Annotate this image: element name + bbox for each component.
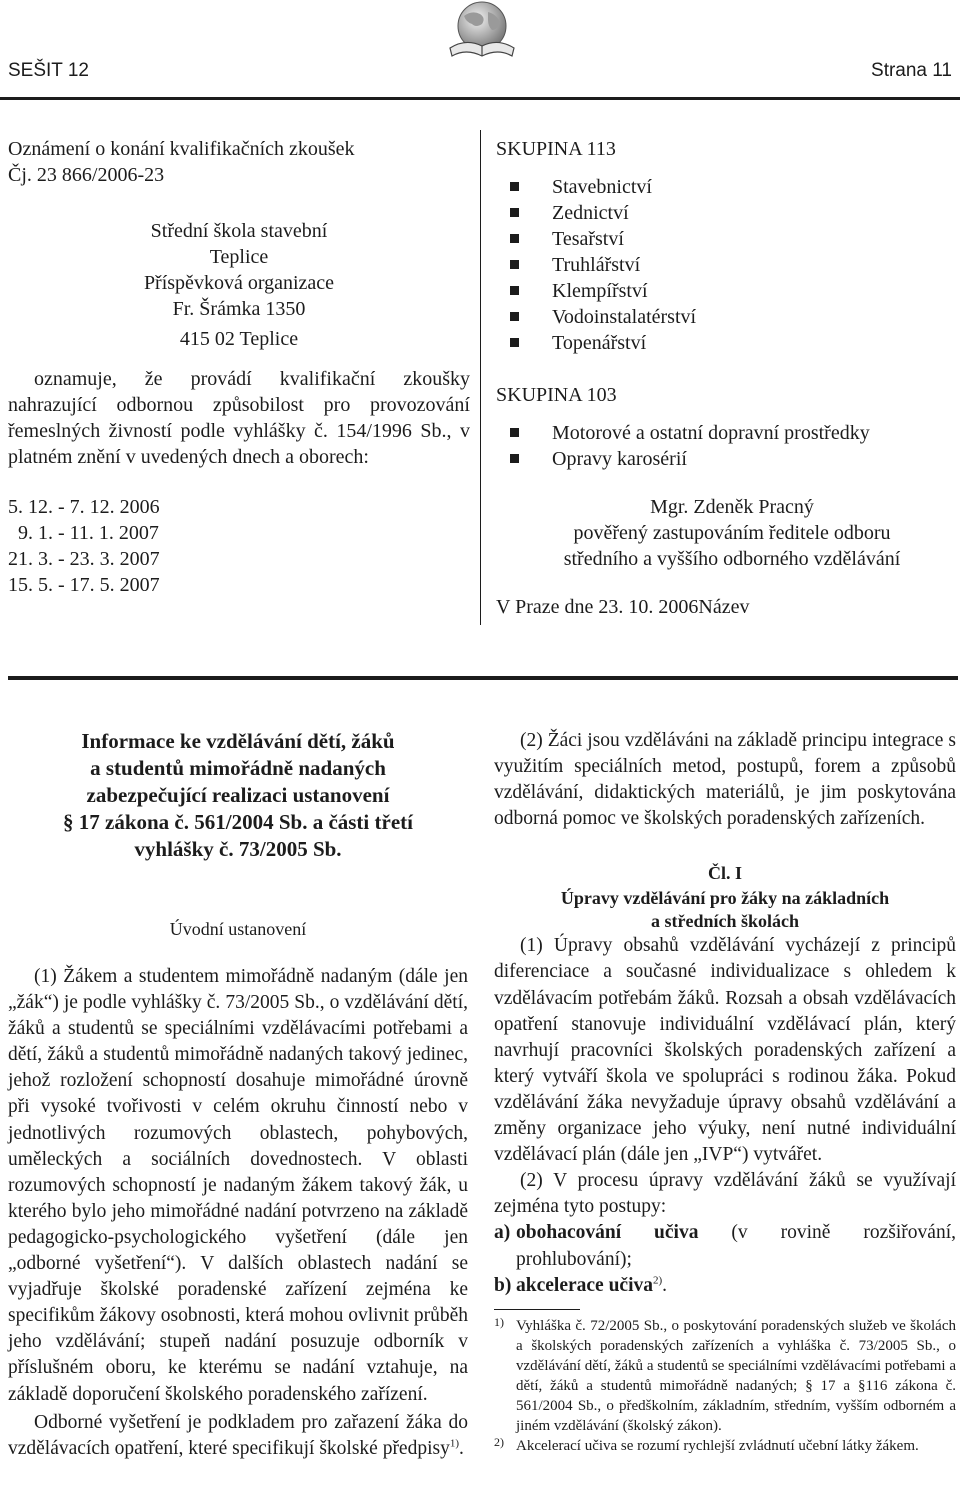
date-item: 21. 3. - 23. 3. 2007: [8, 548, 160, 570]
list-item: [496, 278, 958, 304]
list-item: [496, 420, 958, 446]
article-title-line: zabezpečující realizaci ustanovení: [86, 783, 390, 807]
list-item: [496, 200, 958, 226]
list-item-text: (v rovině rozšiřování, prohlubování);: [516, 1222, 956, 1270]
list-item: [496, 252, 958, 278]
square-bullet-icon: [510, 208, 519, 217]
list-item: [496, 446, 958, 472]
list-item-text: .: [662, 1274, 668, 1296]
article-title: [8, 728, 468, 863]
list-item-label: Opravy karosérií: [552, 448, 687, 470]
square-bullet-icon: [510, 286, 519, 295]
notice-right-column: [496, 136, 958, 620]
article-title-line: vyhlášky č. 73/2005 Sb.: [134, 837, 342, 861]
list-item: [496, 330, 958, 356]
signatory-role: pověřený zastupováním ředitele odboru: [573, 522, 891, 544]
school-type: Příspěvková organizace: [143, 272, 335, 294]
school-street: Fr. Šrámka 1350: [172, 298, 306, 320]
school-postcode: 415 02 Teplice: [179, 328, 299, 350]
section-rule: [8, 676, 958, 680]
footnote-mark: 2): [494, 1434, 504, 1449]
page-number: Strana 11: [871, 60, 952, 81]
paragraph: [8, 964, 468, 1462]
footnote: [494, 1436, 956, 1456]
footnote-ref: 2): [653, 1274, 663, 1287]
article-right-column: [494, 728, 956, 1456]
header-rule: [0, 97, 960, 100]
paragraph-3: (2) Žáci jsou vzděláváni na základě principu integrace s využitím speciálních metod, postupů, forem a způsobů vzdělávání, didaktických materiálů, je jim poskytována odborná pomoc ve školských poradenských zařízeních.: [494, 730, 956, 830]
signatory-name: Mgr. Zdeněk Pracný: [650, 496, 814, 518]
issue-label: SEŠIT 12: [8, 60, 89, 81]
list-item: [496, 304, 958, 330]
footnote-text: Akcelerací učiva se rozumí rychlejší zvládnutí učební látky žákem.: [516, 1437, 919, 1454]
group-103-list: [496, 420, 958, 472]
notice-left-column: [8, 136, 470, 598]
group-title: SKUPINA 113: [496, 138, 616, 160]
list-item-term: obohacování učiva: [516, 1222, 699, 1244]
date-item: 9. 1. - 11. 1. 2007: [18, 522, 159, 544]
paragraph: [494, 933, 956, 1298]
section-heading: Úvodní ustanovení: [169, 919, 307, 939]
square-bullet-icon: [510, 428, 519, 437]
paragraph-2-text: Odborné vyšetření je podkladem pro zařazení žáka do vzdělávacích opatření, které specifikují školské předpisy: [8, 1411, 468, 1459]
signature-block: [496, 494, 958, 572]
signatory-department: středního a vyššího odborného vzdělávání: [563, 548, 901, 570]
list-item-b: [494, 1273, 956, 1299]
school-name: Střední škola stavební: [150, 220, 328, 242]
list-item-label: Tesařství: [552, 228, 624, 250]
list-item-label: Vodoinstalatérství: [552, 306, 697, 328]
paragraph-1: (1) Žákem a studentem mimořádně nadaným (dále jen „žák“) je podle vyhlášky č. 73/2005 Sb., o vzdělávání dětí, žáků a studentů se speciálními vzdělávacími potřebami a dětí, žáků a studentů mimořádně nadaných takový jedinec, jehož rozložení schopností dosahuje mimořádné úrovně při vysoké tvořivosti v celém okruhu činností nebo v jednotlivých rozumových oblastech, pohybových, uměleckých a sociálních dovednostech. V oblasti rozumových schopností je nadaným žákem takový žák, u kterého bylo jeho mimořádné nadání potvrzeno na základě pedagogicko-psychologického vyšetření (dále jen „odborné vyšetření“). V dalších oblastech nadání se vyjadřuje školské poradenské zařízení zejména ke specifikům žákovy osobnosti, která mohou ovlivnit průběh jeho vzdělávání; stupeň nadání posuzuje odborník v příslušném oboru, ke kterému se nadání vztahuje, na základě doporučení školského poradenského zařízení.: [8, 966, 468, 1405]
square-bullet-icon: [510, 454, 519, 463]
footnote-rule: [494, 1309, 580, 1310]
list-item: [496, 174, 958, 200]
square-bullet-icon: [510, 182, 519, 191]
square-bullet-icon: [510, 338, 519, 347]
article-section-title-line: a středních školách: [650, 911, 800, 932]
column-divider: [480, 130, 481, 625]
paragraph-4: (1) Úpravy obsahů vzdělávání vycházejí z principů diferenciace a současné individualizace s ohledem k vzdělávacím potřebám žáků. Rozsah a obsah vzdělávacích opatření stanovuje individuální vzdělávací plán, který navrhují pracovníci školských poradenských zařízení a který vytváří škola ve spolupráci s rodinou žáka. Pokud vzdělávání žáka nevyžaduje úpravy obsahů vzdělávání a změny organizace jeho výuky, není nutné individuální vzdělávací plán (dále jen „IVP“) vytvářet.: [494, 935, 956, 1166]
globe-book-logo: [442, 0, 520, 62]
date-list: [8, 494, 470, 598]
group-title: SKUPINA 103: [496, 384, 617, 406]
list-item-a: [494, 1220, 956, 1272]
article-section-title: [494, 887, 956, 933]
list-item-label: Stavebnictví: [552, 176, 652, 198]
notice-title: Oznámení o konání kvalifikačních zkoušek: [8, 138, 355, 160]
footnote: [494, 1316, 956, 1436]
list-item-label: Truhlářství: [552, 254, 641, 276]
list-item-label: Topenářství: [552, 332, 647, 354]
place-date: V Praze dne 23. 10. 2006Název: [496, 596, 750, 618]
paragraph-2-end: .: [459, 1437, 464, 1459]
list-item: [496, 226, 958, 252]
square-bullet-icon: [510, 234, 519, 243]
notice-body: oznamuje, že provádí kvalifikační zkoušky nahrazující odbornou způsobilost pro provozování řemeslných živností podle vyhlášky č. 154/1996 Sb., v platném znění v uvedených dnech a oborech:: [8, 368, 470, 468]
article-section-label: Čl. I: [707, 863, 742, 884]
paragraph: [494, 728, 956, 832]
article-left-column: [8, 728, 468, 1462]
article-title-line: a studentů mimořádně nadaných: [90, 756, 386, 780]
notice-reference: Čj. 23 866/2006-23: [8, 164, 165, 186]
square-bullet-icon: [510, 312, 519, 321]
square-bullet-icon: [510, 260, 519, 269]
footnote-text: Vyhláška č. 72/2005 Sb., o poskytování poradenských služeb ve školách a školských poradenských zařízeních a vyhláška č. 73/2005 Sb., o vzdělávání dětí, žáků a studentů se speciálními vzdělávacími potřebami a dětí, žáků a studentů mimořádně nadaných; § 17 a §116 zákona č. 561/2004 Sb., o předškolním, základním, středním, vyšším odborném a jiném vzdělávání (školský zákon).: [516, 1317, 956, 1434]
date-item: 15. 5. - 17. 5. 2007: [8, 574, 160, 596]
group-113-list: [496, 174, 958, 356]
school-city: Teplice: [209, 246, 269, 268]
list-item-label: Zednictví: [552, 202, 629, 224]
article-section-title-line: Úpravy vzdělávání pro žáky na základních: [560, 888, 890, 909]
article-title-line: § 17 zákona č. 561/2004 Sb. a části třetí: [63, 810, 413, 834]
list-item-marker: a): [494, 1222, 511, 1244]
article-title-line: Informace ke vzdělávání dětí, žáků: [81, 729, 395, 753]
date-item: 5. 12. - 7. 12. 2006: [8, 496, 160, 518]
list-item-label: Motorové a ostatní dopravní prostředky: [552, 422, 870, 444]
footnote-ref: 1): [449, 1437, 460, 1450]
paragraph-5: (2) V procesu úpravy vzdělávání žáků se využívají zejména tyto postupy:: [494, 1170, 956, 1218]
list-item-label: Klempířství: [552, 280, 648, 302]
paragraph-2: [8, 1410, 468, 1462]
list-item-marker: b): [494, 1274, 512, 1296]
footnote-mark: 1): [494, 1314, 504, 1329]
list-item-term: akcelerace učiva: [516, 1274, 653, 1296]
